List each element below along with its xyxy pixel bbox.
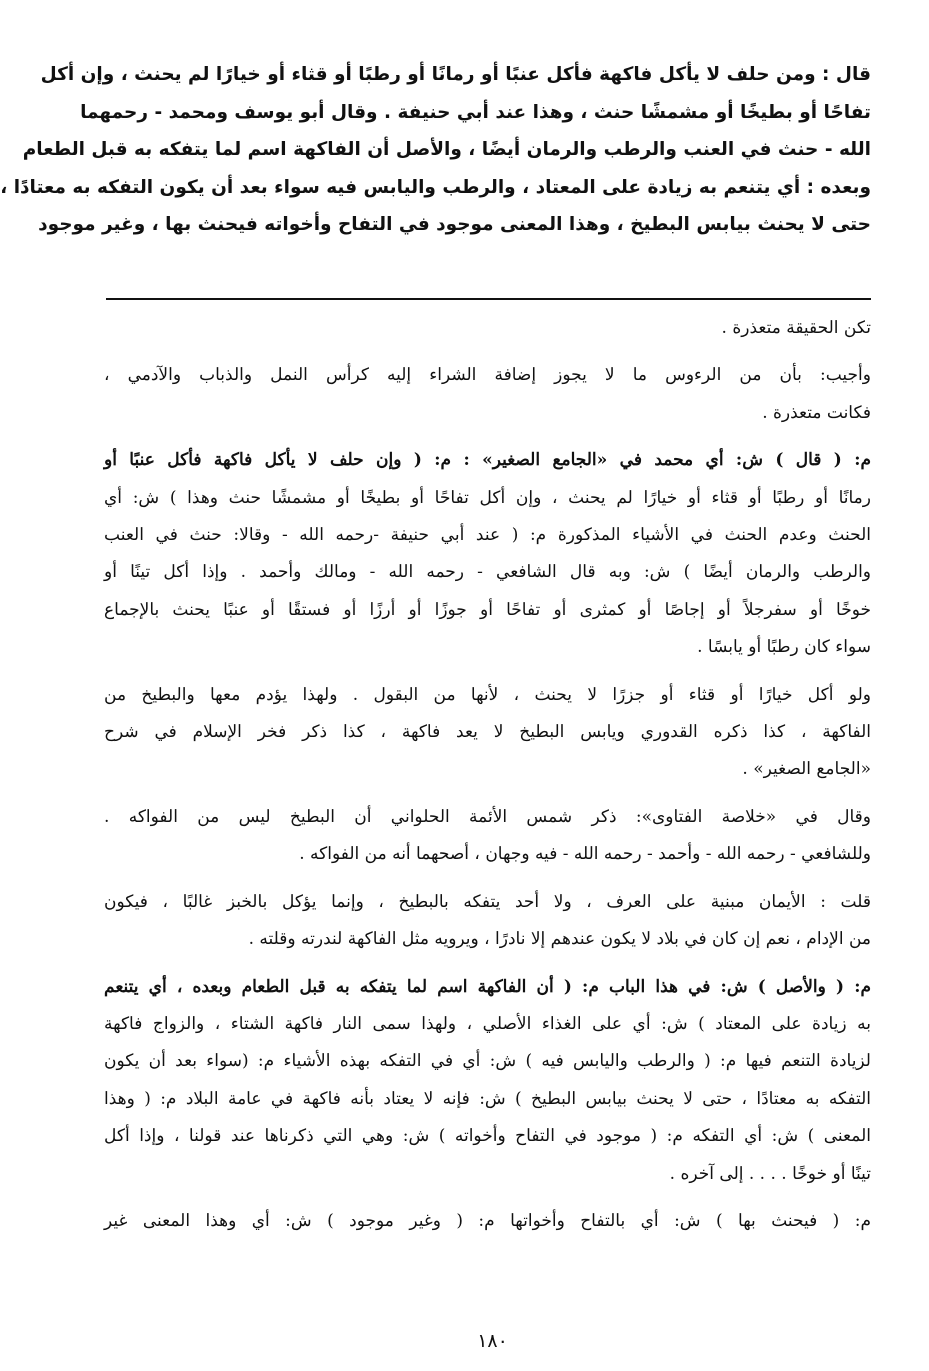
text-line: وقال في «خلاصة الفتاوى»: ذكر شمس الأئمة الحلواني أن البطيخ ليس من الفواكه .	[104, 806, 871, 827]
text-line: فكانت متعذرة .	[762, 402, 871, 423]
text-line: التفكه به معتادًا ، حتى لا يحنث بيابس البطيخ ) ش: فإنه لا يعتاد بأنه فاكهة في عامة البلاد م: ( وهذا	[104, 1088, 871, 1109]
page-number: ١٨٠	[477, 1330, 508, 1352]
paragraph	[104, 442, 871, 666]
text-line: به زيادة على المعتاد ) ش: أي على الغذاء الأصلي ، ولهذا سمى النار فاكهة الشتاء ، والزواج فاكهة	[104, 1013, 871, 1034]
paragraph	[104, 884, 871, 959]
paragraph	[104, 357, 871, 432]
text-line: من الإدام ، نعم إن كان في بلاد لا يكون عندهم إلا نادرًا ، ويرويه مثل الفاكهة لندرته وقلته .	[248, 929, 871, 950]
text-line: وأجيب: بأن من الرءوس ما لا يجوز إضافة الشراء إليه كرأس النمل والذباب والآدمي ،	[104, 365, 871, 386]
text-line: تكن الحقيقة متعذرة .	[721, 318, 871, 338]
text-line: والرطب والرمان أيضًا ) ش: وبه قال الشافعي - رحمه الله - ومالك وأحمد . وإذا أكل تينًا أو	[104, 562, 871, 583]
text-line: الحنث وعدم الحنث في الأشياء المذكورة م: ( عند أبي حنيفة -رحمه الله - وقالا: حنث في العنب	[104, 525, 871, 546]
matn-text	[0, 56, 871, 244]
text-line: «الجامع الصغير» .	[742, 759, 871, 780]
paragraph	[104, 969, 871, 1193]
text-line: قلت : الأيمان مبنية على العرف ، ولا أحد يتفكه بالبطيخ ، وإنما يؤكل بالخبز غالبًا ، فيكون	[104, 891, 871, 912]
text-line: م: ( والأصل ) ش: في هذا الباب م: ( أن الفاكهة اسم لما يتفكه به قبل الطعام وبعده ، أي يتنعم	[104, 976, 871, 997]
text-line: لزيادة التنعم فيها م: ( والرطب واليابس فيه ) ش: أي في التفكه بهذه الأشياء م: (سواء بعد أن يكون	[104, 1051, 871, 1072]
text-line: م: ( قال ) ش: أي محمد في «الجامع الصغير» : م: ( وإن حلف لا يأكل فاكهة فأكل عنبًا أو	[104, 450, 871, 471]
paragraph	[104, 799, 871, 874]
matn-line: وبعده : أي يتنعم به زيادة على المعتاد ، والرطب واليابس فيه سواء بعد أن يكون التفكه به معتادًا ،	[0, 176, 871, 198]
text-line: الفاكهة ، كذا ذكره القدوري ويابس البطيخ لا يعد فاكهة ، كذا ذكر فخر الإسلام في شرح	[104, 722, 871, 743]
text-line: وللشافعي - رحمه الله - وأحمد - رحمه الله - فيه وجهان ، أصحهما أنه من الفواكه .	[299, 844, 871, 865]
separator-rule	[106, 298, 871, 300]
text-line: سواء كان رطبًا أو يابسًا .	[697, 637, 871, 658]
paragraph	[104, 1203, 871, 1240]
paragraph	[104, 677, 871, 789]
text-line: ولو أكل خيارًا أو قثاء أو جزرًا لا يحنث ، لأنها من البقول . ولهذا يؤدم معها والبطيخ من	[104, 684, 871, 705]
text-line: المعنى ) ش: أي التفكه م: ( موجود في التفاح وأخواته ) ش: وهي التي ذكرناها عند قولنا ، وإذا أكل	[104, 1126, 871, 1147]
matn-line: تفاحًا أو بطيخًا أو مشمشًا حنث ، وهذا عند أبي حنيفة . وقال أبو يوسف ومحمد - رحمهما	[80, 101, 871, 123]
text-line: م: ( فيحنث بها ) ش: أي بالتفاح وأخواتها م: ( وغير موجود ) ش: أي وهذا المعنى غير	[104, 1210, 871, 1231]
matn-line: الله - حنث في العنب والرطب والرمان أيضًا ، والأصل أن الفاكهة اسم لما يتفكه به قبل الطعام	[22, 139, 871, 161]
paragraph	[104, 310, 871, 347]
sharh-commentary	[104, 310, 871, 1250]
text-line: تينًا أو خوخًا . . . . إلى آخره .	[669, 1163, 871, 1184]
text-line: خوخًا أو سفرجلاً أو إجاصًا أو كمثرى أو تفاحًا أو جوزًا أو أرزًا أو فستقًا أو عنبًا يحنث بالإجماع	[104, 599, 871, 620]
matn-line: قال : ومن حلف لا يأكل فاكهة فأكل عنبًا أو رمانًا أو رطبًا أو قثاء أو خيارًا لم يحنث ، وإن أكل	[40, 64, 871, 85]
text-line: رمانًا أو رطبًا أو قثاء أو خيارًا لم يحنث ، وإن أكل تفاحًا أو بطيخًا أو مشمشًا حنث وهذا ) ش: أي	[104, 487, 871, 508]
matn-line: حتى لا يحنث بيابس البطيخ ، وهذا المعنى موجود في التفاح وأخواته فيحنث بها ، وغير موجود	[38, 214, 871, 236]
